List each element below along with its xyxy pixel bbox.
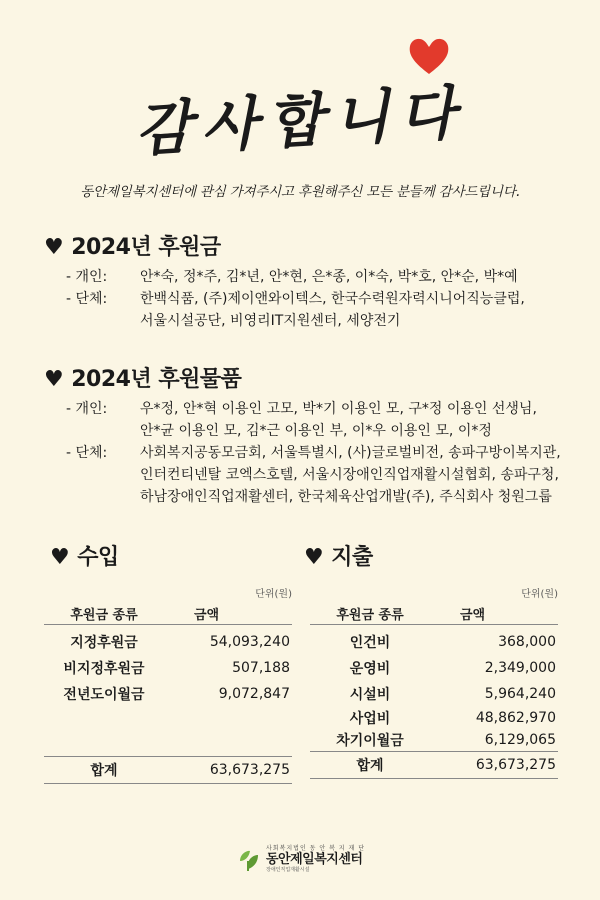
column-header: 금액 [460, 607, 486, 623]
org-name: 동안제일복지센터 [266, 852, 363, 868]
table-row [44, 655, 292, 681]
list-item-continued: 인터컨티넨탈 코엑스호텔, 서울시장애인직업재활시설협회, 송파구청, [140, 467, 559, 483]
total-label: 합계 [90, 763, 118, 779]
page-title: 감사합니다 [133, 78, 467, 164]
row-name: 지정후원금 [70, 635, 138, 651]
row-amount: 9,072,847 [218, 686, 290, 702]
table-row [310, 681, 558, 707]
column-header: 금액 [194, 607, 220, 623]
section-heading-text: 2024년 후원물품 [71, 367, 242, 392]
list-item [66, 442, 561, 464]
row-name: 전년도이월금 [63, 687, 145, 703]
item-text: 사회복지공동모금회, 서울특별시, (사)글로벌비전, 송파구방이복지관, [140, 445, 561, 461]
total-row [310, 751, 558, 779]
row-name: 비지정후원금 [63, 661, 145, 677]
unit-label: 단위(원) [255, 589, 292, 600]
list-item-continued: 하남장애인직업재활센터, 한국체육산업개발(주), 주식회사 청원그룹 [140, 489, 552, 505]
row-name: 시설비 [349, 687, 391, 703]
item-label: - 단체: [66, 445, 108, 461]
income-heading [50, 540, 119, 571]
table-header [44, 602, 292, 625]
row-amount: 48,862,970 [475, 710, 556, 726]
row-name: 차기이월금 [336, 733, 404, 749]
row-amount: 2,349,000 [484, 660, 556, 676]
list-item-continued: 안*균 이용인 모, 김*근 이용인 부, 이*우 이용인 모, 이*정 [140, 423, 492, 439]
expense-heading-text: 지출 [331, 545, 373, 570]
org-parent: 사회복지법인 동 안 복 지 재 단 [266, 845, 365, 853]
row-amount: 368,000 [498, 634, 556, 650]
table-header [310, 602, 558, 625]
org-subtitle: 장애인직업재활시설 [266, 867, 310, 874]
item-text: 안*숙, 정*주, 김*년, 안*현, 은*종, 이*숙, 박*호, 안*순, 박*예 [140, 269, 518, 285]
section-heading [44, 230, 221, 261]
row-amount: 54,093,240 [209, 634, 290, 650]
heart-icon: ♥ [44, 235, 64, 260]
subtitle: 동안제일복지센터에 관심 가져주시고 후원해주신 모든 분들께 감사드립니다. [80, 184, 520, 200]
table-row [310, 629, 558, 655]
row-name: 사업비 [349, 711, 391, 727]
donor-list [66, 266, 525, 332]
section-heading-text: 2024년 후원금 [71, 235, 221, 260]
row-amount: 6,129,065 [484, 732, 556, 748]
expense-heading [304, 540, 373, 571]
heart-icon: ♥ [44, 367, 64, 392]
row-name: 운영비 [349, 661, 391, 677]
heart-icon: ♥ [304, 545, 324, 570]
total-amount: 63,673,275 [209, 762, 290, 778]
section-heading [44, 362, 241, 393]
donor-list [66, 398, 561, 508]
leaf-logo-icon [236, 847, 262, 873]
item-label: - 개인: [66, 269, 108, 285]
row-amount: 5,964,240 [484, 686, 556, 702]
list-item [66, 288, 525, 310]
row-amount: 507,188 [232, 660, 290, 676]
table-row [310, 729, 558, 751]
table-row [310, 707, 558, 729]
table-row [310, 655, 558, 681]
heart-icon: ♥ [50, 545, 70, 570]
unit-label: 단위(원) [521, 589, 558, 600]
item-label: - 개인: [66, 401, 108, 417]
table-row [44, 681, 292, 707]
total-amount: 63,673,275 [475, 757, 556, 773]
column-header: 후원금 종류 [70, 607, 138, 623]
total-row [44, 756, 292, 784]
item-label: - 단체: [66, 291, 108, 307]
income-heading-text: 수입 [77, 545, 119, 570]
footer-logo [236, 840, 376, 880]
list-item [66, 266, 525, 288]
total-label: 합계 [356, 758, 384, 774]
income-table [44, 585, 292, 784]
row-name: 인건비 [349, 635, 391, 651]
expense-table [310, 585, 558, 779]
list-item-continued: 서울시설공단, 비영리IT지원센터, 세양전기 [140, 313, 401, 329]
item-text: 우*정, 안*혁 이용인 고모, 박*기 이용인 모, 구*정 이용인 선생님, [140, 401, 537, 417]
table-row [44, 629, 292, 655]
column-header: 후원금 종류 [336, 607, 404, 623]
list-item [66, 398, 561, 420]
item-text: 한백식품, (주)제이앤와이텍스, 한국수력원자력시니어직능클럽, [140, 291, 525, 307]
